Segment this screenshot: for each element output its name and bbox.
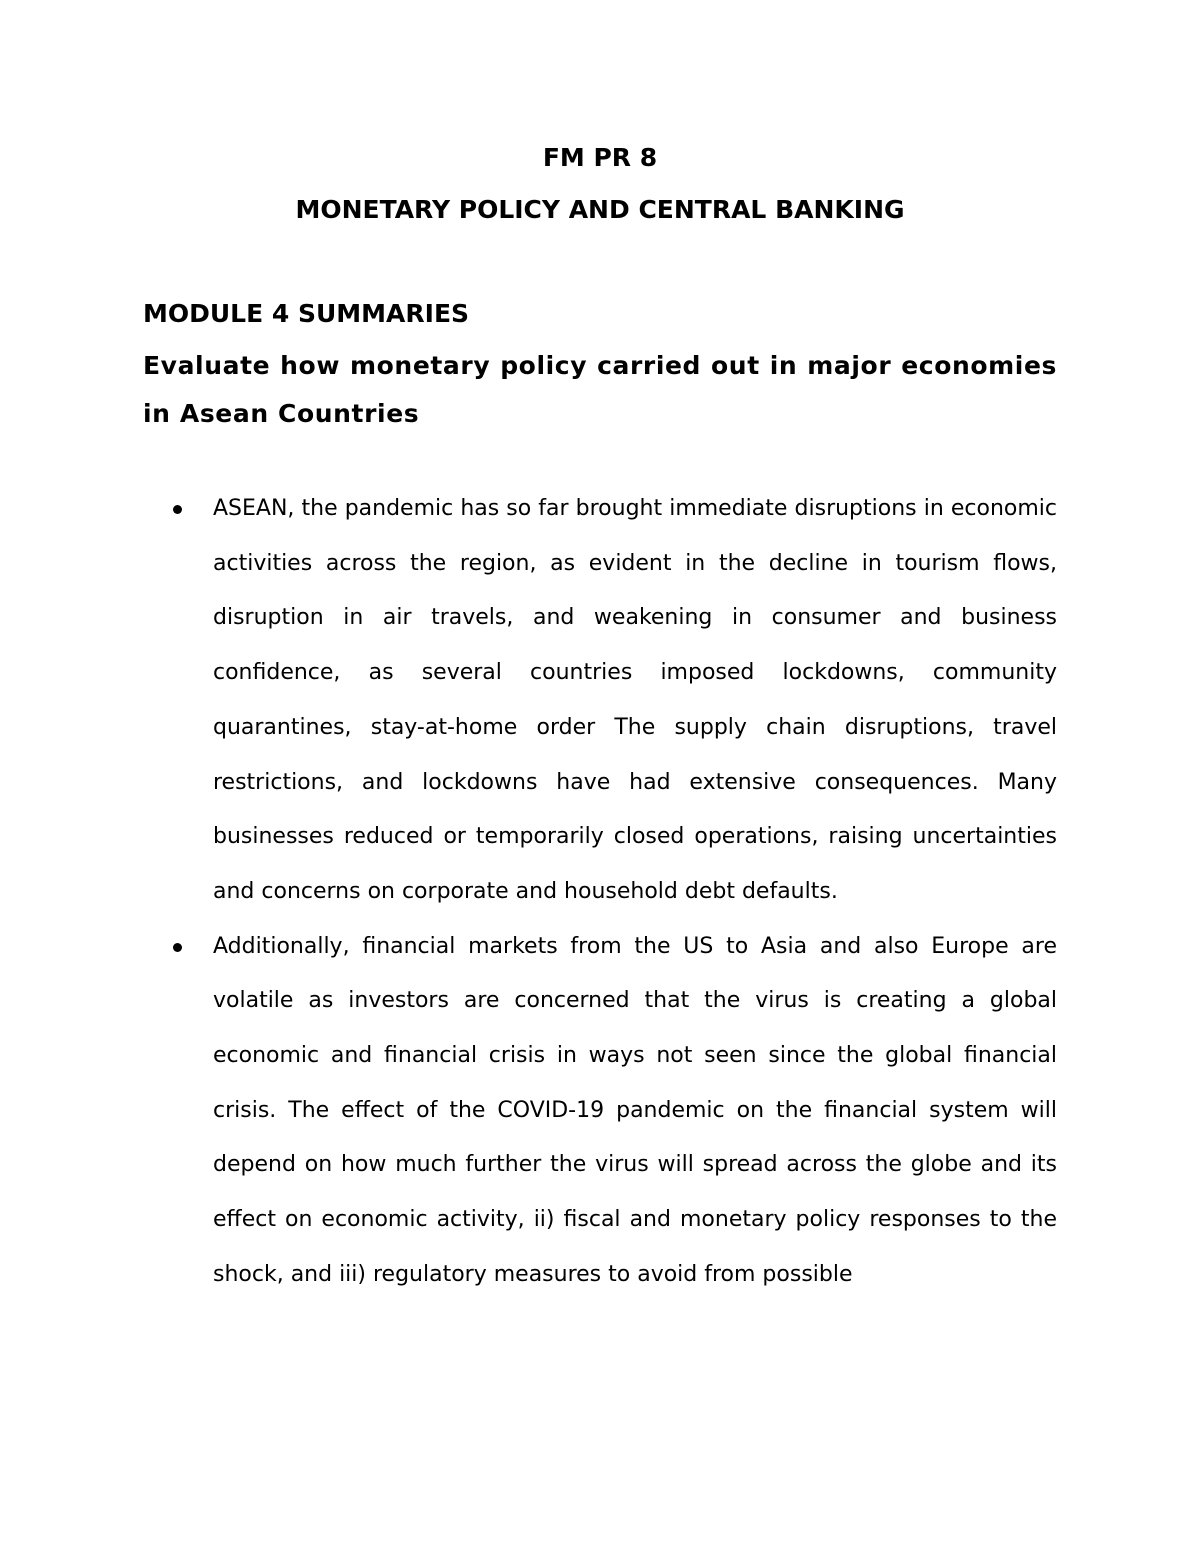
bullet-text-2: Additionally, financial markets from the US to Asia and also Europe are volatile as investors are concerned that the virus is creating a global economic and financial crisis in ways not seen since the global financial crisis. The effect of the COVID-19 pandemic on the financial system will depend on how much further the virus will spread across the globe and its effect on economic activity, ii) fiscal and monetary policy responses to the shock, and iii) regulatory measures to avoid from possible — [213, 933, 1057, 1287]
bullet-item-2 — [213, 920, 1057, 1303]
module-heading: MODULE 4 SUMMARIES — [143, 299, 470, 328]
course-code: FM PR 8 — [542, 143, 658, 172]
bullet-dot-icon — [173, 505, 182, 514]
question-heading: Evaluate how monetary policy carried out in major economies in Asean Countries — [143, 351, 1057, 428]
bullet-dot-icon — [173, 943, 182, 952]
bullet-list — [213, 482, 1057, 1303]
bullet-item-1 — [213, 482, 1057, 920]
course-title: MONETARY POLICY AND CENTRAL BANKING — [295, 195, 905, 224]
bullet-text-1: ASEAN, the pandemic has so far brought immediate disruptions in economic activities across the region, as evident in the decline in tourism flows, disruption in air travels, and weakening in consumer and business confidence, as several countries imposed lockdowns, community quarantines, stay-at-home order The supply chain disruptions, travel restrictions, and lockdowns have had extensive consequences. Many businesses reduced or temporarily closed operations, raising uncertainties and concerns on corporate and household debt defaults. — [213, 496, 1057, 904]
